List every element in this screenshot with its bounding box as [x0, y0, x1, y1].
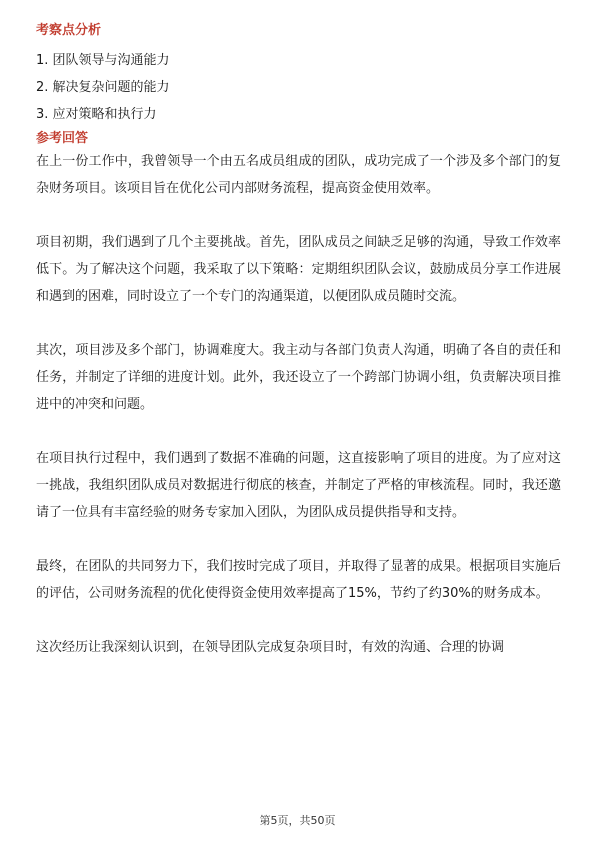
paragraph-spacer — [36, 526, 561, 553]
answer-paragraph: 项目初期，我们遇到了几个主要挑战。首先，团队成员之间缺乏足够的沟通，导致工作效率低下。为了解决这个问题，我采取了以下策略：定期组织团队会议，鼓励成员分享工作进展和遇到的困难，同时设立了一个专门的沟通渠道，以便团队成员随时交流。 — [36, 235, 561, 304]
analysis-section-title: 考察点分析 — [36, 23, 102, 38]
page-content — [36, 22, 561, 661]
paragraph-spacer — [36, 418, 561, 445]
paragraph-spacer — [36, 310, 561, 337]
answer-paragraph: 在项目执行过程中，我们遇到了数据不准确的问题，这直接影响了项目的进度。为了应对这一挑战，我组织团队成员对数据进行彻底的核查，并制定了严格的审核流程。同时，我还邀请了一位具有丰富经验的财务专家加入团队，为团队成员提供指导和支持。 — [36, 451, 561, 520]
answer-section-title: 参考回答 — [36, 131, 89, 146]
answer-paragraph: 在上一份工作中，我曾领导一个由五名成员组成的团队，成功完成了一个涉及多个部门的复杂财务项目。该项目旨在优化公司内部财务流程，提高资金使用效率。 — [36, 154, 561, 196]
analysis-item: 2. 解决复杂问题的能力 — [36, 80, 170, 95]
answer-paragraph: 这次经历让我深刻认识到，在领导团队完成复杂项目时，有效的沟通、合理的协调 — [36, 640, 505, 655]
answer-paragraph: 最终，在团队的共同努力下，我们按时完成了项目，并取得了显著的成果。根据项目实施后的评估，公司财务流程的优化使得资金使用效率提高了15%，节约了约30%的财务成本。 — [36, 559, 561, 601]
analysis-list — [36, 47, 561, 128]
analysis-item: 1. 团队领导与沟通能力 — [36, 53, 170, 68]
paragraph-spacer — [36, 607, 561, 634]
paragraph-spacer — [36, 202, 561, 229]
answer-paragraph: 其次，项目涉及多个部门，协调难度大。我主动与各部门负责人沟通，明确了各自的责任和任务，并制定了详细的进度计划。此外，我还设立了一个跨部门协调小组，负责解决项目推进中的冲突和问题。 — [36, 343, 561, 412]
page-footer: 第5页，共50页 — [259, 814, 336, 827]
analysis-item: 3. 应对策略和执行力 — [36, 107, 157, 122]
